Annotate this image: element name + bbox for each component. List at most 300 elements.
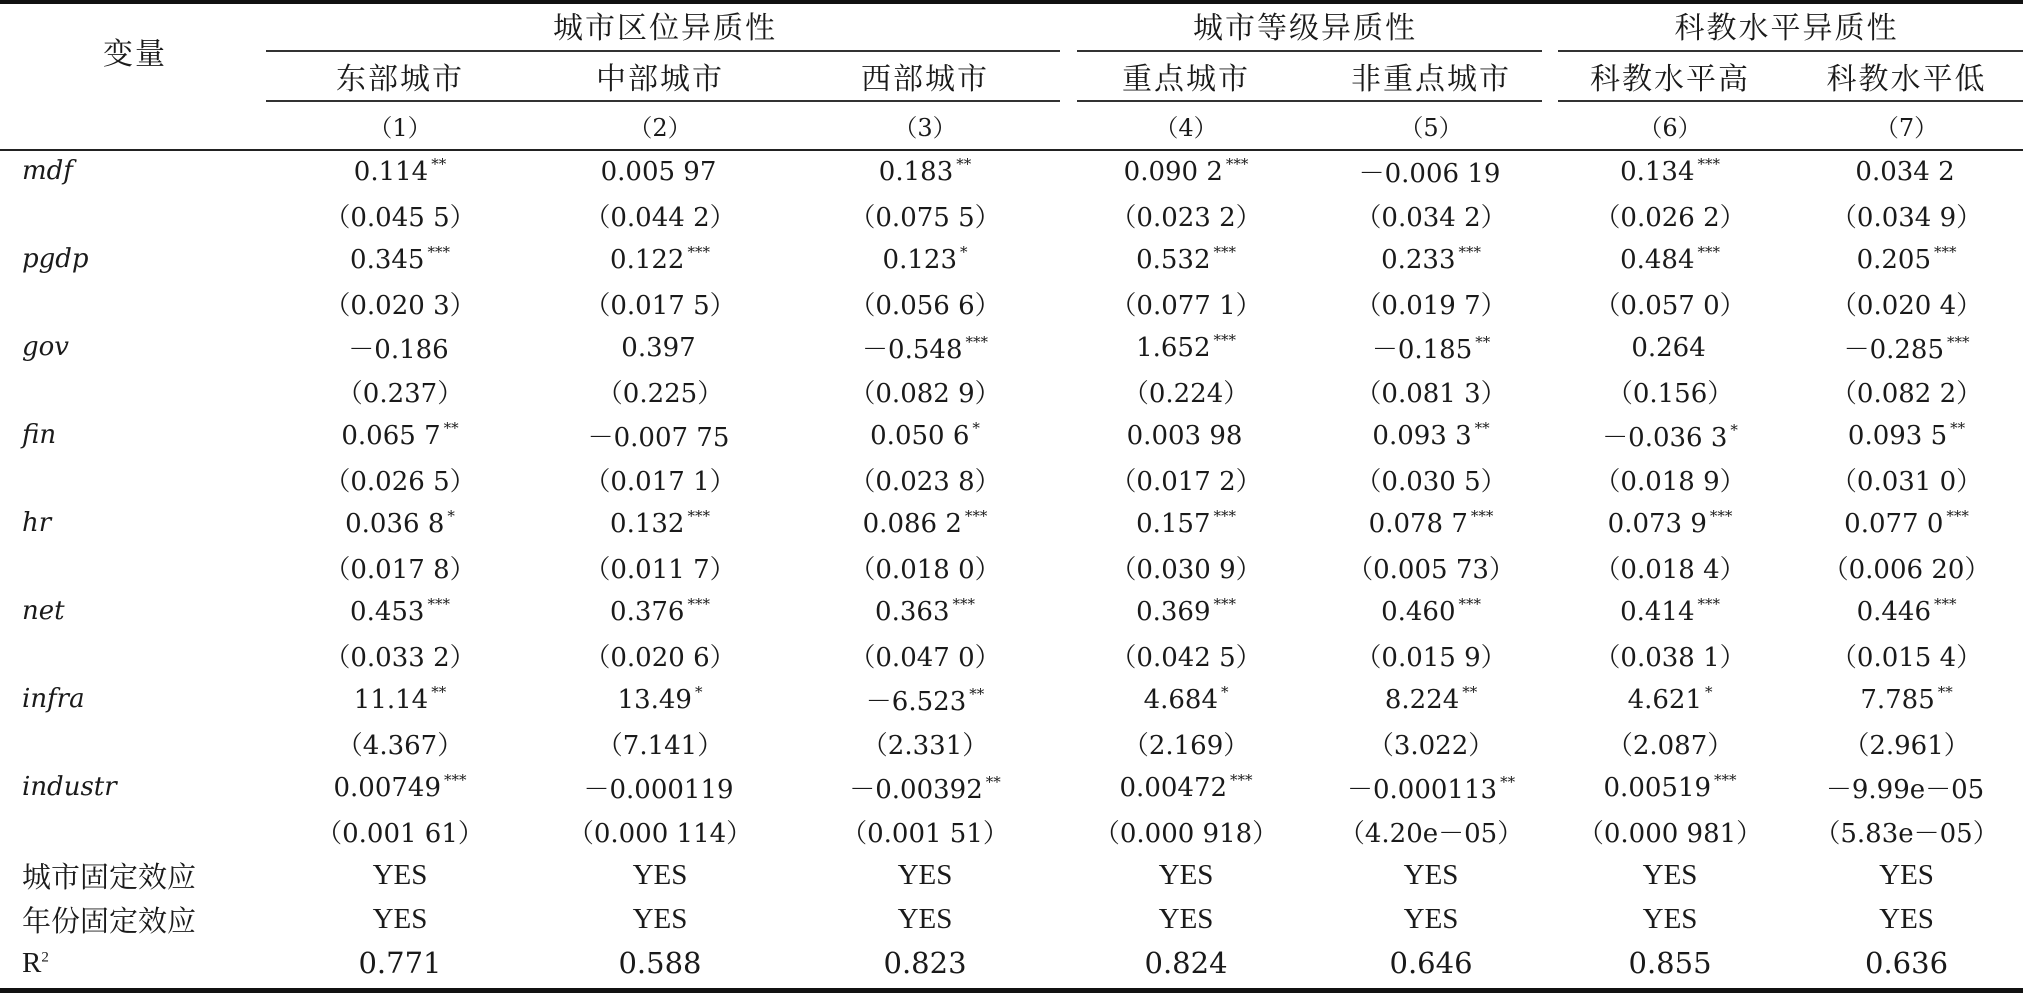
group-underline-grade — [1077, 50, 1542, 52]
fixed-effect-value: YES — [1879, 858, 1934, 891]
fixed-effect-value: YES — [897, 902, 953, 935]
coef-cell — [1550, 501, 1790, 545]
std-error: （0.017 8） — [324, 554, 476, 585]
coef-value: 0.093 3 — [1372, 421, 1472, 451]
coef-value: 0.00519 — [1603, 773, 1712, 803]
coef-value: 4.621 — [1627, 685, 1702, 715]
significance-stars: *** — [1213, 595, 1236, 613]
std-error: （4.367） — [336, 730, 464, 761]
r-squared-value: 0.646 — [1389, 946, 1473, 980]
coef-cell — [1790, 765, 2023, 809]
std-error: （2.169） — [1122, 730, 1250, 761]
coef-row — [0, 501, 2023, 545]
coef-cell — [1550, 413, 1790, 457]
coef-cell — [530, 589, 790, 633]
coef-row — [0, 237, 2023, 281]
coef-cell — [790, 765, 1060, 809]
coef-cell — [1060, 765, 1312, 809]
std-error: （0.006 20） — [1822, 554, 1991, 585]
significance-stars: *** — [964, 507, 988, 525]
coef-value: 0.003 98 — [1126, 421, 1243, 451]
std-error: （0.005 73） — [1347, 554, 1515, 585]
coef-cell — [530, 501, 790, 545]
significance-stars: *** — [687, 243, 710, 261]
se-label-blank — [0, 721, 270, 765]
se-row — [0, 809, 2023, 853]
fixed-effect-value: YES — [1158, 902, 1214, 935]
fixed-effect-value: YES — [632, 858, 688, 891]
se-row — [0, 545, 2023, 589]
std-error: （0.017 2） — [1110, 466, 1262, 497]
group-header-science: 科教水平异质性 — [1674, 11, 1899, 46]
coef-cell — [1550, 677, 1790, 721]
significance-stars: *** — [1225, 155, 1249, 173]
std-error: （0.023 2） — [1110, 202, 1262, 233]
coef-cell — [1790, 325, 2023, 369]
coef-cell — [270, 325, 530, 369]
significance-stars: ** — [985, 772, 1001, 791]
coef-value: 0.090 2 — [1123, 157, 1223, 187]
std-error: （0.001 61） — [316, 818, 484, 849]
se-label-blank — [0, 369, 270, 413]
group-header-grade: 城市等级异质性 — [1193, 11, 1418, 46]
significance-stars: ** — [1500, 772, 1516, 791]
std-error: （4.20e－05） — [1338, 818, 1524, 849]
std-error: （0.015 9） — [1355, 642, 1507, 673]
column-underline-science — [1558, 100, 2023, 102]
coef-value: 0.132 — [610, 509, 685, 539]
fixed-effect-value: YES — [372, 902, 428, 935]
coef-cell — [1550, 149, 1790, 193]
significance-stars: * — [1221, 683, 1229, 701]
significance-stars: *** — [1697, 595, 1720, 613]
std-error: （0.082 9） — [849, 378, 1001, 409]
coef-cell — [1312, 413, 1550, 457]
coef-cell — [1790, 237, 2023, 281]
column-header: 东部城市 — [336, 61, 464, 97]
coef-cell — [1060, 589, 1312, 633]
coef-row — [0, 677, 2023, 721]
significance-stars: *** — [687, 507, 710, 525]
coef-row — [0, 149, 2023, 193]
std-error: （0.026 5） — [324, 466, 476, 497]
std-error: （0.000 981） — [1577, 818, 1763, 849]
header-rule — [0, 149, 2023, 151]
coef-value: －0.186 — [348, 334, 449, 365]
se-label-blank — [0, 281, 270, 325]
std-error: （0.011 7） — [584, 554, 736, 585]
std-error: （3.022） — [1367, 730, 1495, 761]
std-error: （0.034 9） — [1830, 202, 1983, 233]
coef-value: 0.122 — [610, 245, 685, 275]
r-squared-value: 0.855 — [1628, 946, 1712, 980]
std-error: （0.156） — [1606, 378, 1734, 409]
column-header: 中部城市 — [596, 61, 724, 97]
coef-cell — [790, 501, 1060, 545]
fixed-effect-value: YES — [1158, 858, 1214, 891]
coef-cell — [530, 677, 790, 721]
coef-value: 11.14 — [353, 685, 429, 715]
coef-cell — [790, 677, 1060, 721]
std-error: （0.001 51） — [841, 818, 1009, 849]
coef-cell — [790, 325, 1060, 369]
fixed-effect-value: YES — [372, 858, 428, 891]
coef-cell — [1060, 413, 1312, 457]
variable-name: industr — [22, 772, 117, 802]
coef-value: －0.00392 — [849, 774, 983, 805]
std-error: （0.075 5） — [849, 202, 1001, 233]
significance-stars: ** — [443, 419, 459, 437]
significance-stars: *** — [427, 595, 450, 613]
column-header: 科教水平低 — [1826, 61, 1987, 97]
coef-value: 0.376 — [610, 597, 685, 627]
coef-value: 0.034 2 — [1855, 157, 1955, 187]
number-header-blank — [0, 101, 270, 149]
significance-stars: *** — [952, 595, 975, 613]
coef-value: －0.036 3 — [1602, 422, 1728, 453]
se-label-blank — [0, 545, 270, 589]
coef-value: －9.99e－05 — [1825, 774, 1985, 805]
coef-cell — [1312, 589, 1550, 633]
fixed-effect-value: YES — [1642, 902, 1698, 935]
r-squared-value: 0.823 — [883, 946, 967, 980]
std-error: （2.331） — [861, 730, 989, 761]
coef-value: 1.652 — [1136, 333, 1211, 363]
coef-cell — [1060, 677, 1312, 721]
significance-stars: ** — [1474, 419, 1490, 437]
significance-stars: * — [694, 683, 703, 701]
coef-value: 0.077 0 — [1844, 509, 1944, 539]
se-row — [0, 633, 2023, 677]
variable-name: pgdp — [22, 244, 89, 274]
column-number: （5） — [1399, 113, 1463, 142]
group-header-location: 城市区位异质性 — [553, 11, 778, 46]
coef-value: 0.123 — [882, 245, 957, 275]
coef-row — [0, 589, 2023, 633]
std-error: （0.015 4） — [1830, 642, 1983, 673]
bottom-rule — [0, 988, 2023, 993]
coef-cell — [270, 149, 530, 193]
coef-cell — [270, 589, 530, 633]
coef-value: 0.073 9 — [1607, 509, 1707, 539]
coef-value: 0.00749 — [333, 773, 442, 803]
significance-stars: *** — [427, 243, 450, 261]
significance-stars: *** — [1714, 771, 1737, 789]
coef-value: 0.453 — [350, 597, 425, 627]
coef-cell — [530, 149, 790, 193]
fixed-effect-row — [0, 853, 2023, 897]
coef-value: 0.532 — [1136, 245, 1211, 275]
std-error: （7.141） — [596, 730, 724, 761]
std-error: （0.019 7） — [1355, 290, 1507, 321]
coef-cell — [1312, 677, 1550, 721]
column-header: 科教水平高 — [1590, 61, 1751, 97]
std-error: （0.018 0） — [849, 554, 1001, 585]
significance-stars: *** — [1946, 507, 1969, 525]
coef-cell — [270, 237, 530, 281]
std-error: （0.044 2） — [584, 202, 736, 233]
r-squared-value: 0.588 — [618, 946, 702, 980]
coef-value: 0.414 — [1620, 597, 1695, 627]
std-error: （0.023 8） — [849, 466, 1001, 497]
std-error: （0.047 0） — [849, 642, 1001, 673]
std-error: （0.018 4） — [1594, 554, 1746, 585]
std-error: （0.018 9） — [1594, 466, 1746, 497]
coef-value: 0.460 — [1381, 597, 1456, 627]
column-header: 非重点城市 — [1351, 61, 1512, 97]
coef-value: －6.523 — [865, 686, 967, 717]
coef-value: 0.345 — [350, 245, 425, 275]
std-error: （0.030 5） — [1355, 466, 1507, 497]
column-number: （1） — [368, 113, 432, 142]
variable-name: infra — [22, 684, 85, 714]
significance-stars: *** — [687, 595, 710, 613]
std-error: （0.057 0） — [1594, 290, 1746, 321]
std-error: （0.000 114） — [567, 818, 753, 849]
coef-cell — [1790, 501, 2023, 545]
coef-cell — [1550, 589, 1790, 633]
std-error: （0.045 5） — [324, 202, 476, 233]
std-error: （2.087） — [1606, 730, 1734, 761]
std-error: （0.020 3） — [324, 290, 476, 321]
coef-cell — [270, 501, 530, 545]
coef-value: 13.49 — [617, 685, 692, 715]
r-superscript: 2 — [41, 948, 49, 965]
column-header: 西部城市 — [861, 61, 990, 97]
significance-stars: *** — [1458, 595, 1481, 613]
significance-stars: ** — [1475, 332, 1491, 351]
std-error: （0.030 9） — [1110, 554, 1262, 585]
column-number: （3） — [893, 113, 957, 142]
coef-value: 0.157 — [1136, 509, 1211, 539]
column-number: （7） — [1874, 113, 1939, 142]
coef-cell — [1312, 325, 1550, 369]
coef-cell — [270, 413, 530, 457]
column-underline-location — [266, 100, 1060, 102]
coef-cell — [790, 149, 1060, 193]
coef-cell — [1790, 413, 2023, 457]
coef-value: 0.484 — [1620, 245, 1695, 275]
coef-cell — [530, 325, 790, 369]
significance-stars: * — [447, 507, 455, 525]
coef-cell — [790, 589, 1060, 633]
coef-cell — [790, 413, 1060, 457]
significance-stars: ** — [431, 155, 447, 173]
coef-cell — [1550, 237, 1790, 281]
column-number: （2） — [628, 113, 692, 142]
coef-value: 0.397 — [621, 333, 696, 363]
significance-stars: ** — [431, 683, 447, 701]
fixed-effect-row — [0, 897, 2023, 941]
significance-stars: * — [959, 243, 968, 261]
fixed-effect-value: YES — [1879, 902, 1934, 935]
significance-stars: *** — [1934, 595, 1957, 613]
r-squared-value: 0.824 — [1144, 946, 1228, 980]
se-label-blank — [0, 457, 270, 501]
significance-stars: *** — [1934, 243, 1957, 261]
std-error: （0.000 918） — [1093, 818, 1279, 849]
coef-cell — [1550, 765, 1790, 809]
coef-value: 0.363 — [875, 597, 950, 627]
coef-value: 0.264 — [1631, 333, 1706, 363]
coef-value: －0.007 75 — [587, 422, 730, 453]
coef-cell — [790, 237, 1060, 281]
coef-value: 0.205 — [1856, 245, 1931, 275]
std-error: （2.961） — [1843, 730, 1970, 761]
coef-value: －0.548 — [862, 334, 963, 365]
se-row — [0, 193, 2023, 237]
column-number: （4） — [1154, 113, 1218, 142]
coef-value: 0.233 — [1381, 245, 1456, 275]
coef-value: 0.086 2 — [862, 509, 962, 539]
std-error: （0.038 1） — [1594, 642, 1746, 673]
significance-stars: *** — [1213, 331, 1236, 349]
std-error: （0.225） — [596, 378, 724, 409]
coef-cell — [270, 765, 530, 809]
significance-stars: *** — [1213, 243, 1236, 261]
fixed-effect-label: 城市固定效应 — [22, 859, 197, 894]
coef-cell — [530, 413, 790, 457]
coef-value: 0.093 5 — [1847, 421, 1948, 451]
std-error: （0.020 6） — [584, 642, 736, 673]
significance-stars: *** — [1458, 243, 1481, 261]
coef-cell — [1790, 149, 2023, 193]
variable-name: net — [22, 596, 65, 626]
variable-header: 变量 — [103, 36, 167, 72]
r-squared-label — [0, 941, 270, 985]
se-label-blank — [0, 633, 270, 677]
fixed-effect-value: YES — [1403, 858, 1459, 891]
r-squared-row — [0, 941, 2023, 985]
std-error: （0.056 6） — [849, 290, 1001, 321]
coef-value: 0.005 97 — [600, 157, 717, 187]
coef-value: 0.134 — [1620, 157, 1695, 187]
significance-stars: *** — [965, 332, 988, 351]
coef-value: －0.185 — [1371, 334, 1473, 365]
std-error: （0.017 5） — [584, 290, 736, 321]
significance-stars: *** — [1470, 507, 1494, 525]
variable-name: gov — [22, 332, 69, 362]
column-number: （6） — [1638, 113, 1702, 142]
fixed-effect-label: 年份固定效应 — [22, 903, 197, 938]
coef-value: 0.183 — [878, 157, 954, 187]
variable-name: fin — [22, 420, 57, 450]
r-squared-value: 0.771 — [358, 946, 442, 980]
variable-name: hr — [22, 508, 52, 538]
fixed-effect-value: YES — [1642, 858, 1698, 891]
group-underline-science — [1558, 50, 2023, 52]
significance-stars: *** — [1709, 507, 1733, 525]
se-label-blank — [0, 193, 270, 237]
coef-cell — [1790, 677, 2023, 721]
r-squared-value: 0.636 — [1865, 946, 1949, 980]
significance-stars: *** — [1697, 243, 1720, 261]
significance-stars: ** — [1462, 683, 1478, 701]
std-error: （0.077 1） — [1110, 290, 1262, 321]
fixed-effect-value: YES — [897, 858, 953, 891]
coef-row — [0, 325, 2023, 369]
coef-value: 0.050 6 — [870, 421, 970, 451]
coef-cell — [1312, 237, 1550, 281]
std-error: （0.017 1） — [584, 466, 736, 497]
significance-stars: *** — [1230, 771, 1253, 789]
coef-value: 0.036 8 — [345, 509, 445, 539]
std-error: （0.031 0） — [1830, 466, 1983, 497]
std-error: （0.082 2） — [1830, 378, 1983, 409]
std-error: （0.224） — [1122, 378, 1250, 409]
coef-cell — [1060, 325, 1312, 369]
fixed-effect-value: YES — [1403, 902, 1459, 935]
significance-stars: ** — [956, 155, 972, 173]
significance-stars: *** — [1213, 507, 1236, 525]
significance-stars: ** — [1950, 419, 1966, 437]
coef-value: 0.369 — [1136, 597, 1211, 627]
se-label-blank — [0, 809, 270, 853]
std-error: （0.026 2） — [1594, 202, 1746, 233]
coef-value: 0.078 7 — [1368, 509, 1468, 539]
coef-value: 0.446 — [1856, 597, 1931, 627]
coef-cell — [1312, 501, 1550, 545]
significance-stars: * — [1705, 683, 1713, 701]
se-row — [0, 281, 2023, 325]
coef-cell — [1060, 501, 1312, 545]
std-error: （0.020 4） — [1830, 290, 1983, 321]
significance-stars: * — [972, 419, 980, 437]
se-row — [0, 721, 2023, 765]
significance-stars: ** — [1937, 683, 1953, 701]
coef-value: 4.684 — [1143, 685, 1218, 715]
std-error: （0.042 5） — [1110, 642, 1262, 673]
variable-name: mdf — [22, 156, 73, 186]
significance-stars: *** — [1947, 332, 1970, 351]
coef-value: 0.065 7 — [341, 421, 441, 451]
coef-value: －0.000119 — [583, 774, 734, 805]
std-error: （0.033 2） — [324, 642, 476, 673]
significance-stars: *** — [444, 771, 467, 789]
se-row — [0, 457, 2023, 501]
coef-value: 7.785 — [1860, 685, 1935, 715]
coef-value: 0.114 — [353, 157, 429, 187]
coef-value: 8.224 — [1384, 685, 1460, 715]
column-header: 重点城市 — [1122, 61, 1251, 97]
coef-row — [0, 413, 2023, 457]
coef-cell — [530, 765, 790, 809]
coef-cell — [1312, 149, 1550, 193]
std-error: （5.83e－05） — [1814, 818, 1999, 849]
coef-value: －0.006 19 — [1358, 158, 1501, 189]
coef-cell — [530, 237, 790, 281]
std-error: （0.237） — [336, 378, 464, 409]
coef-cell — [1060, 149, 1312, 193]
significance-stars: *** — [1697, 155, 1720, 173]
coef-value: －0.285 — [1843, 334, 1944, 365]
coef-cell — [1312, 765, 1550, 809]
significance-stars: ** — [969, 684, 985, 703]
group-underline-location — [266, 50, 1060, 52]
coef-cell — [1060, 237, 1312, 281]
significance-stars: * — [1730, 420, 1738, 439]
coef-row — [0, 765, 2023, 809]
std-error: （0.034 2） — [1355, 202, 1507, 233]
se-row — [0, 369, 2023, 413]
coef-cell — [1550, 325, 1790, 369]
coef-value: －0.000113 — [1347, 774, 1498, 805]
coef-cell — [1790, 589, 2023, 633]
r-label: R — [22, 946, 42, 979]
coef-cell — [270, 677, 530, 721]
std-error: （0.081 3） — [1355, 378, 1507, 409]
coef-value: 0.00472 — [1119, 773, 1228, 803]
